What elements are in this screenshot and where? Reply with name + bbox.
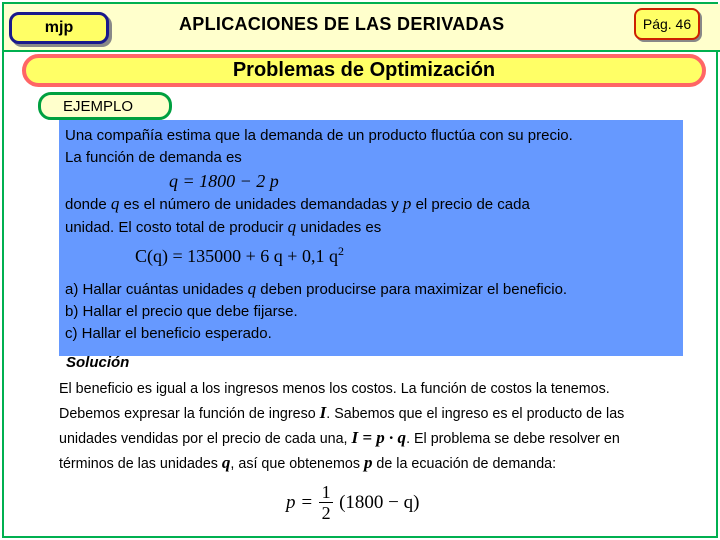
cost-equation: C(q) = 135000 + 6 q + 0,1 $q^2$ (135, 244, 344, 266)
solution-line-2: Debemos expresar la función de ingreso I. Sabemos que el ingreso es el producto de las (59, 403, 625, 422)
author-logo: mjp (9, 12, 109, 44)
question-a: a) Hallar cuántas unidades q deben producirse para maximizar el beneficio. (65, 279, 568, 298)
questions-list (65, 278, 677, 345)
header-title: APLICACIONES DE LAS DERIVADAS (179, 14, 505, 34)
fraction-one-half: $\frac{1}{2}$ (319, 482, 333, 523)
description-line-2: unidad. El costo total de producir q unidades es (65, 217, 382, 236)
description-line-1: donde q es el número de unidades demandadas y p el precio de cada (65, 194, 530, 213)
solution-line-4: términos de las unidades q, así que obtenemos p de la ecuación de demanda: (59, 453, 557, 472)
section-title: Problemas de Optimización (22, 54, 706, 87)
example-label: EJEMPLO (38, 92, 172, 120)
solution-text (59, 377, 699, 476)
header-bar (4, 4, 720, 52)
problem-statement (59, 120, 683, 356)
question-c: c) Hallar el beneficio esperado. (65, 325, 272, 342)
page-number: Pág. 46 (634, 8, 700, 40)
price-formula: p = $\frac{1}{2}$ (1800 − q) (286, 482, 420, 523)
solution-line-1: El beneficio es igual a los ingresos menos los costos. La función de costos la tenemos. (59, 381, 610, 397)
solution-label: Solución (66, 354, 130, 371)
slide-frame (2, 2, 718, 538)
question-b: b) Hallar el precio que debe fijarse. (65, 303, 298, 320)
intro-line-1: Una compañía estima que la demanda de un producto fluctúa con su precio. (65, 127, 573, 144)
solution-line-3: unidades vendidas por el precio de cada una, I = p · q. El problema se debe resolver en (59, 428, 620, 447)
demand-equation: q = 1800 − 2 p (169, 171, 279, 191)
intro-line-2: La función de demanda es (65, 149, 242, 166)
